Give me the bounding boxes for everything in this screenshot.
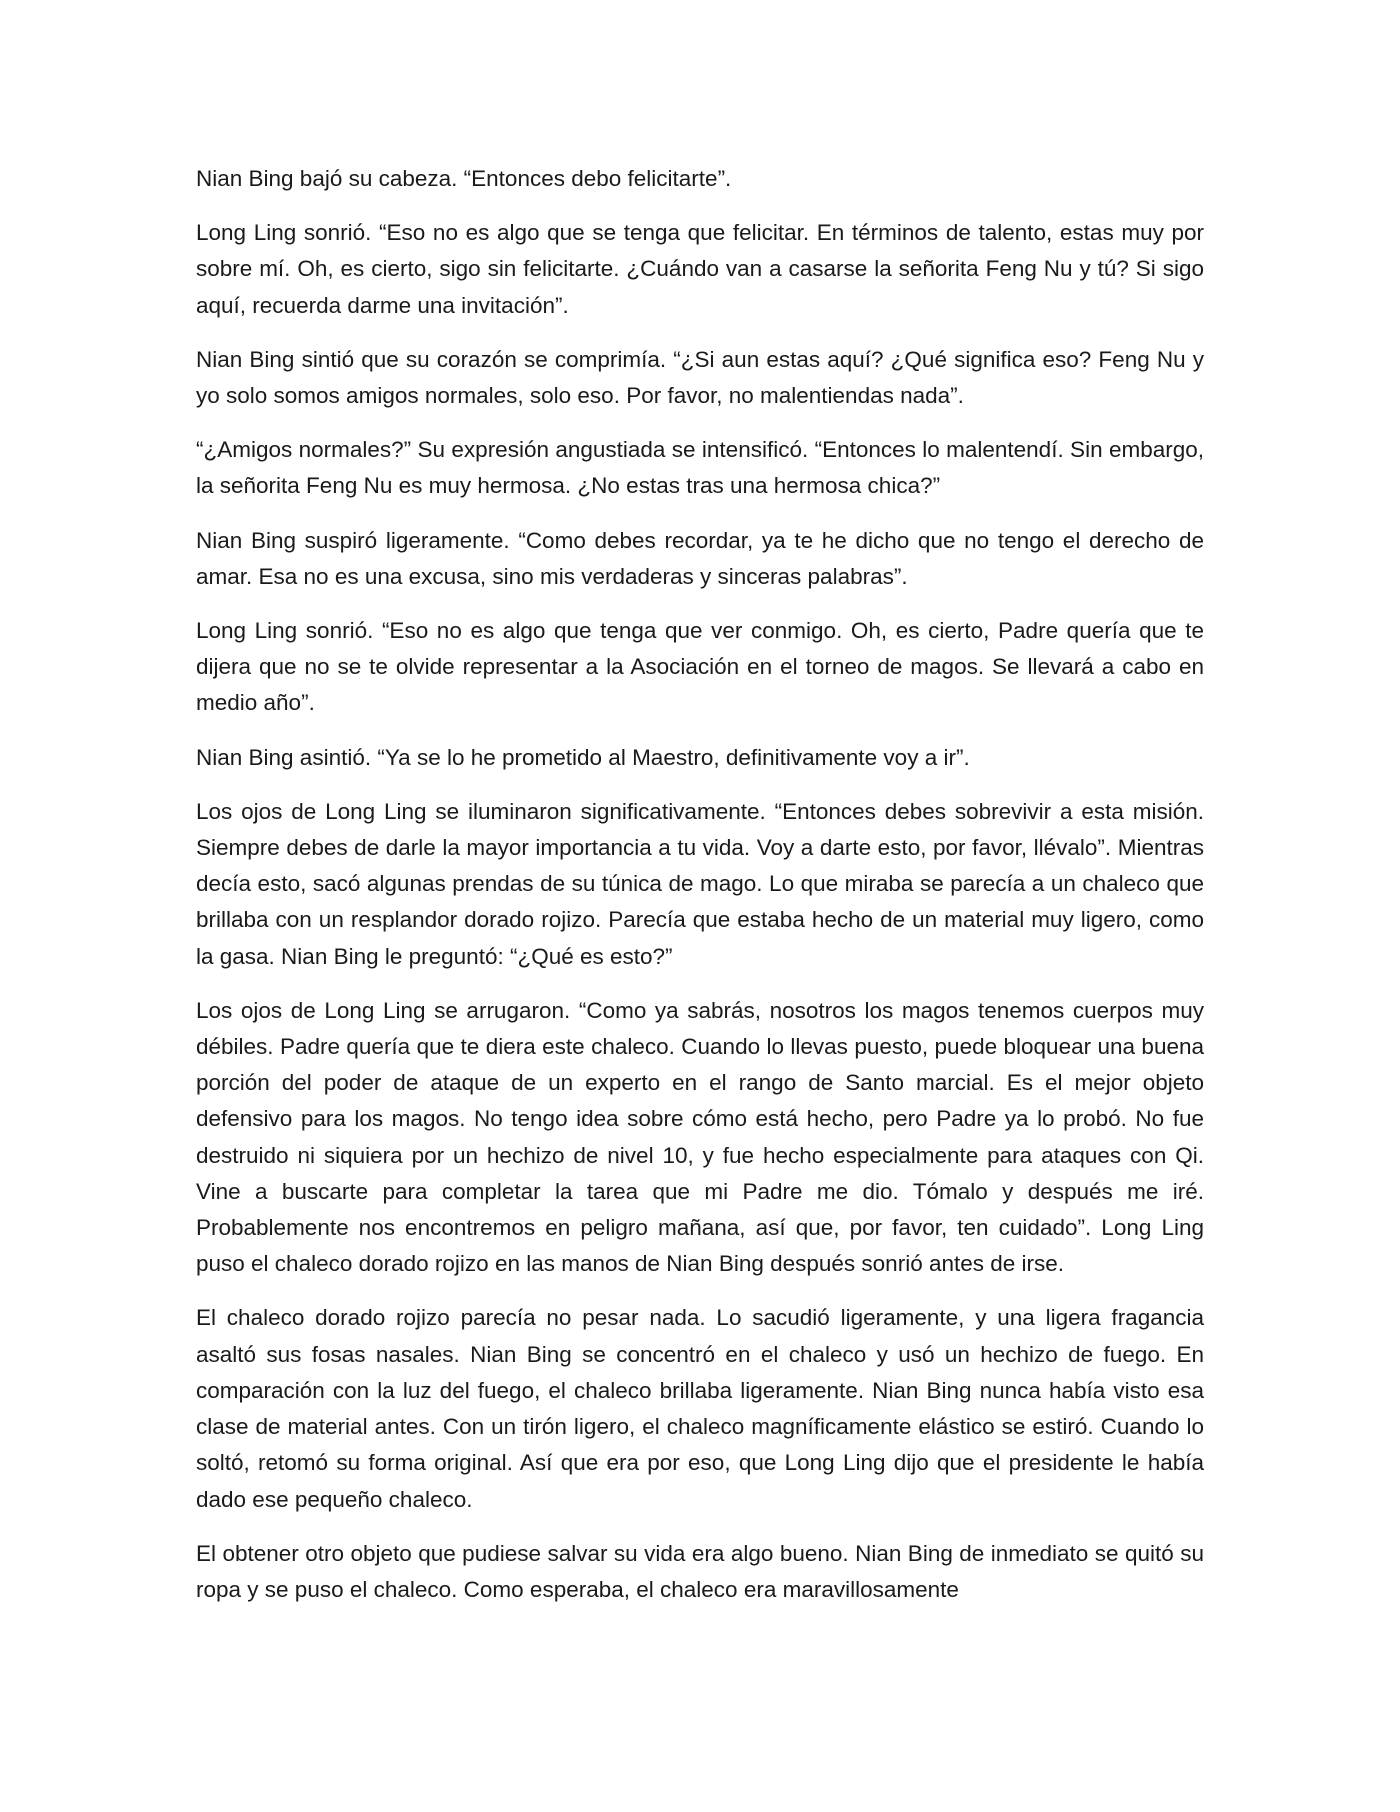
paragraph: “¿Amigos normales?” Su expresión angustiada se intensificó. “Entonces lo malentendí. Sin embargo, la señorita Feng Nu es muy hermosa. ¿No estas tras una hermosa chica?” (196, 437, 1204, 499)
paragraph: Long Ling sonrió. “Eso no es algo que se tenga que felicitar. En términos de talento, estas muy por sobre mí. Oh, es cierto, sigo sin felicitarte. ¿Cuándo van a casarse la señorita Feng Nu y tú? Si sigo aquí, recuerda darme una invitación”. (196, 220, 1204, 318)
paragraph: Nian Bing sintió que su corazón se comprimía. “¿Si aun estas aquí? ¿Qué significa eso? Feng Nu y yo solo somos amigos normales, solo eso. Por favor, no malentiendas nada”. (196, 346, 1204, 409)
document-body (196, 161, 1204, 1626)
paragraph: Nian Bing asintió. “Ya se lo he prometido al Maestro, definitivamente voy a ir”. (196, 744, 970, 770)
paragraph: Los ojos de Long Ling se iluminaron significativamente. “Entonces debes sobrevivir a esta misión. Siempre debes de darle la mayor importancia a tu vida. Voy a darte esto, por favor, llévalo”. Mientras decía esto, sacó algunas prendas de su túnica de mago. Lo que miraba se parecía a un chaleco que brillaba con un resplandor dorado rojizo. Parecía que estaba hecho de un material muy ligero, como la gasa. Nian Bing le preguntó: “¿Qué es esto?” (196, 798, 1204, 969)
paragraph: Los ojos de Long Ling se arrugaron. “Como ya sabrás, nosotros los magos tenemos cuerpos muy débiles. Padre quería que te diera este chaleco. Cuando lo llevas puesto, puede bloquear una buena porción del poder de ataque de un experto en el rango de Santo marcial. Es el mejor objeto defensivo para los magos. No tengo idea sobre cómo está hecho, pero Padre ya lo probó. No fue destruido ni siquiera por un hechizo de nivel 10, y fue hecho especialmente para ataques con Qi. Vine a buscarte para completar la tarea que mi Padre me dio. Tómalo y después me iré. Probablemente nos encontremos en peligro mañana, así que, por favor, ten cuidado”. Long Ling puso el chaleco dorado rojizo en las manos de Nian Bing después sonrió antes de irse. (196, 997, 1204, 1277)
paragraph: Nian Bing bajó su cabeza. “Entonces debo felicitarte”. (196, 166, 732, 191)
paragraph: El obtener otro objeto que pudiese salvar su vida era algo bueno. Nian Bing de inmediato se quitó su ropa y se puso el chaleco. Como esperaba, el chaleco era maravillosamente (196, 1540, 1204, 1602)
paragraph: Long Ling sonrió. “Eso no es algo que tenga que ver conmigo. Oh, es cierto, Padre quería que te dijera que no se te olvide representar a la Asociación en el torneo de magos. Se llevará a cabo en medio año”. (196, 618, 1204, 716)
paragraph: Nian Bing suspiró ligeramente. “Como debes recordar, ya te he dicho que no tengo el derecho de amar. Esa no es una excusa, sino mis verdaderas y sinceras palabras”. (196, 527, 1204, 589)
paragraph: El chaleco dorado rojizo parecía no pesar nada. Lo sacudió ligeramente, y una ligera fragancia asaltó sus fosas nasales. Nian Bing se concentró en el chaleco y usó un hechizo de fuego. En comparación con la luz del fuego, el chaleco brillaba ligeramente. Nian Bing nunca había visto esa clase de material antes. Con un tirón ligero, el chaleco magníficamente elástico se estiró. Cuando lo soltó, retomó su forma original. Así que era por eso, que Long Ling dijo que el presidente le había dado ese pequeño chaleco. (196, 1305, 1204, 1512)
